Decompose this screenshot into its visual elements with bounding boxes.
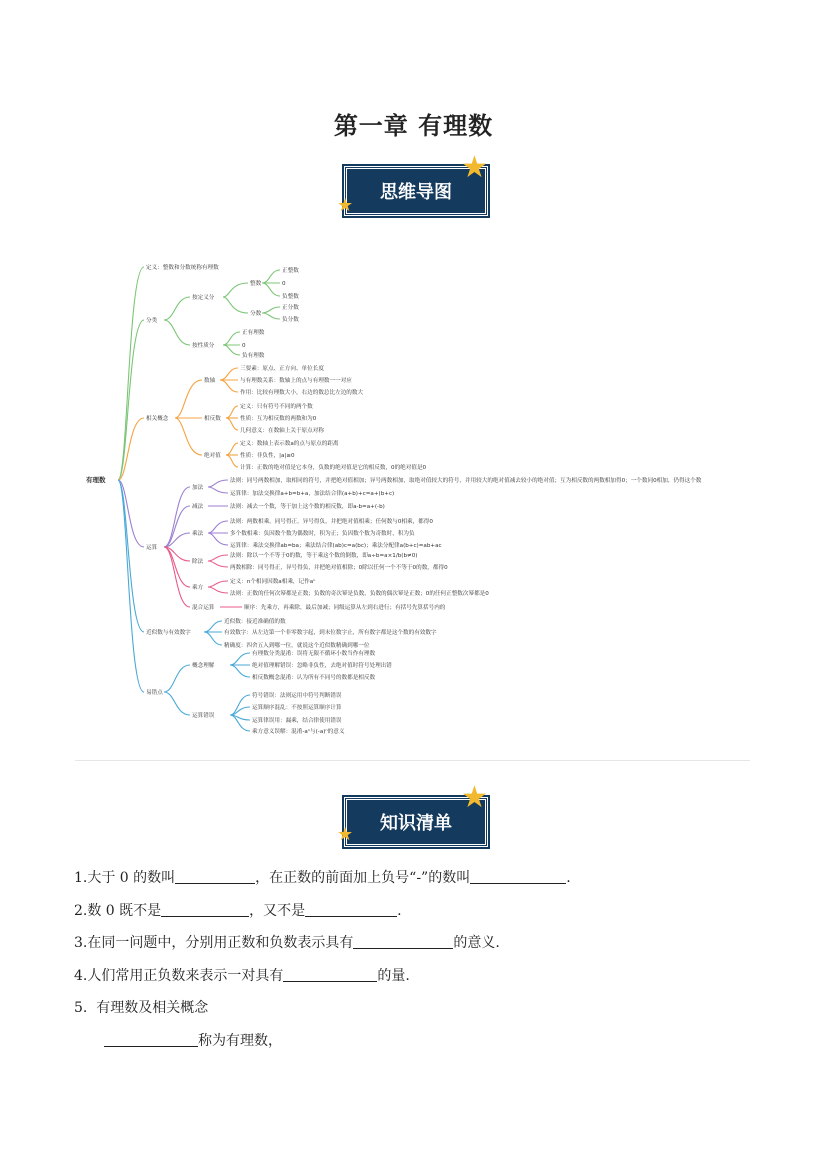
answer-blank[interactable]: [283, 967, 377, 982]
mindmap-node: 定义：整数和分数统称有理数: [146, 265, 219, 271]
question-4: 4.人们常用正负数来表示一对具有 的量.: [74, 968, 410, 984]
mindmap-node: 顺序：先乘方，再乘除，最后加减；同级运算从左到右进行；有括号先算括号内的: [244, 605, 446, 611]
mindmap-node: 乘方: [192, 585, 204, 591]
answer-blank[interactable]: [175, 869, 255, 884]
mindmap-node: 负整数: [282, 294, 299, 300]
mindmap-root: 有理数: [86, 476, 106, 484]
mindmap-diagram: [80, 255, 750, 745]
mindmap-node: 定义：n个相同因数a相乘，记作aⁿ: [230, 579, 316, 585]
mindmap-node: 有理数分类混淆：误将无限不循环小数当作有理数: [252, 651, 376, 657]
page-title: 第一章 有理数: [333, 111, 494, 140]
mindmap-node: 法则：除以一个不等于0的数，等于乘这个数的倒数，即a÷b=a×1/b(b≠0): [230, 553, 418, 559]
mindmap-node: 性质：非负性，|a|≥0: [240, 453, 295, 459]
answer-blank[interactable]: [305, 902, 397, 917]
mindmap-node: 几何意义：在数轴上关于原点对称: [240, 428, 324, 434]
answer-blank[interactable]: [104, 1032, 198, 1047]
section-divider: [75, 760, 750, 761]
mindmap-node: 近似数：接近准确值的数: [224, 619, 286, 625]
mindmap-node: 法则：两数相乘，同号得正，异号得负，并把绝对值相乘；任何数与0相乘，都得0: [230, 519, 433, 525]
mindmap-node: 性质：互为相反数的两数和为0: [240, 416, 317, 422]
mindmap-node: 法则：同号两数相加，取相同的符号，并把绝对值相加；异号两数相加，取绝对值较大的符号，并用较大的绝对值减去较小的绝对值；互为相反数的两数相加得0；一个数同0相加，仍得这个数: [230, 478, 702, 484]
mindmap-node: 正有理数: [242, 330, 265, 336]
mindmap-node: 负分数: [282, 317, 299, 323]
question-5-sub: 称为有理数，: [104, 1030, 282, 1050]
star-icon: ★: [337, 195, 354, 216]
star-icon: ★: [461, 780, 488, 815]
mindmap-node: 按定义分: [192, 295, 215, 301]
mindmap-node: 法则：减去一个数，等于加上这个数的相反数，即a-b=a+(-b): [230, 504, 385, 510]
question-3: 3.在同一问题中，分别用正数和负数表示具有 的意义.: [74, 935, 500, 951]
mindmap-node: 乘法: [192, 531, 204, 537]
star-icon: ★: [461, 150, 488, 185]
mindmap-node: 分数: [250, 311, 262, 317]
answer-blank[interactable]: [470, 869, 566, 884]
mindmap-node: 运算律误用：漏乘，结合律使用错误: [252, 718, 342, 724]
question-1: 1.大于 0 的数叫 ，在正数的前面加上负号“-”的数叫 .: [74, 870, 571, 886]
mindmap-node: 运算律：乘法交换律ab=ba；乘法结合律(ab)c=a(bc)；乘法分配律a(b+c)=ab+ac: [230, 543, 442, 549]
mindmap-node: 除法: [192, 559, 204, 565]
mindmap-node: 乘方意义误解：混淆-aⁿ与(-a)ⁿ的意义: [252, 729, 345, 735]
mindmap-node: 相反数概念混淆：认为所有不同号的数都是相反数: [252, 675, 376, 681]
mindmap-node: 符号错误：法则运用中符号判断错误: [252, 693, 342, 699]
mindmap-node: 正整数: [282, 268, 299, 274]
answer-blank[interactable]: [161, 902, 249, 917]
mindmap-node: 运算: [146, 545, 158, 551]
mindmap-node: 定义：数轴上表示数a的点与原点的距离: [240, 441, 339, 447]
mindmap-node: 相反数: [204, 416, 221, 422]
mindmap-node: 绝对值: [204, 453, 221, 459]
mindmap-node: 运算顺序混乱：不按照运算顺序计算: [252, 705, 342, 711]
mindmap-node: 数轴: [204, 378, 216, 384]
mindmap-badge: 思维导图: [344, 166, 488, 216]
mindmap-node: 正分数: [282, 305, 299, 311]
answer-blank[interactable]: [353, 934, 453, 949]
star-icon: ★: [337, 824, 354, 845]
mindmap-node: 定义：只有符号不同的两个数: [240, 404, 313, 410]
mindmap-node: 与有理数关系：数轴上的点与有理数一一对应: [240, 378, 352, 384]
question-5: 5. 有理数及相关概念: [74, 1000, 209, 1016]
mindmap-node: 两数相除：同号得正，异号得负，并把绝对值相除；0除以任何一个不等于0的数，都得0: [230, 565, 448, 571]
mindmap-node: 运算错误: [192, 713, 215, 719]
mindmap-node: 负有理数: [242, 353, 265, 359]
mindmap-node: 近似数与有效数字: [146, 630, 191, 636]
mindmap-node: 混合运算: [192, 605, 215, 611]
mindmap-node: 精确度：四舍五入到哪一位，就说这个近似数精确到哪一位: [224, 643, 370, 649]
mindmap-node: 计算：正数的绝对值是它本身，负数的绝对值是它的相反数，0的绝对值是0: [240, 465, 427, 471]
mindmap-node: 运算律：加法交换律a+b=b+a，加法结合律(a+b)+c=a+(b+c): [230, 491, 395, 497]
mindmap-node: 有效数字：从左边第一个非零数字起，到末位数字止，所有数字都是这个数的有效数字: [224, 630, 437, 636]
mindmap-node: 绝对值理解错误：忽略非负性，去绝对值时符号处理出错: [252, 663, 392, 669]
mindmap-node: 三要素：原点、正方向、单位长度: [240, 366, 324, 372]
knowledge-badge: 知识清单: [344, 797, 488, 847]
mindmap-node: 易错点: [146, 690, 163, 696]
mindmap-node: 多个数相乘：负因数个数为偶数时，积为正；负因数个数为奇数时，积为负: [230, 531, 415, 537]
mindmap-node: 分类: [146, 318, 158, 324]
mindmap-node: 作用：比较有理数大小，右边的数总比左边的数大: [240, 390, 364, 396]
mindmap-node: 0: [242, 343, 246, 349]
mindmap-node: 0: [282, 281, 286, 287]
mindmap-node: 减法: [192, 504, 204, 510]
mindmap-node: 按性质分: [192, 343, 215, 349]
question-2: 2.数 0 既不是 ，又不是 .: [74, 903, 402, 919]
mindmap-node: 加法: [192, 485, 204, 491]
mindmap-node: 相关概念: [146, 416, 169, 422]
mindmap-node: 概念理解: [192, 663, 215, 669]
mindmap-node: 法则：正数的任何次幂都是正数；负数的奇次幂是负数，负数的偶次幂是正数；0的任何正整数次幂都是0: [230, 591, 489, 597]
mindmap-node: 整数: [250, 281, 262, 287]
